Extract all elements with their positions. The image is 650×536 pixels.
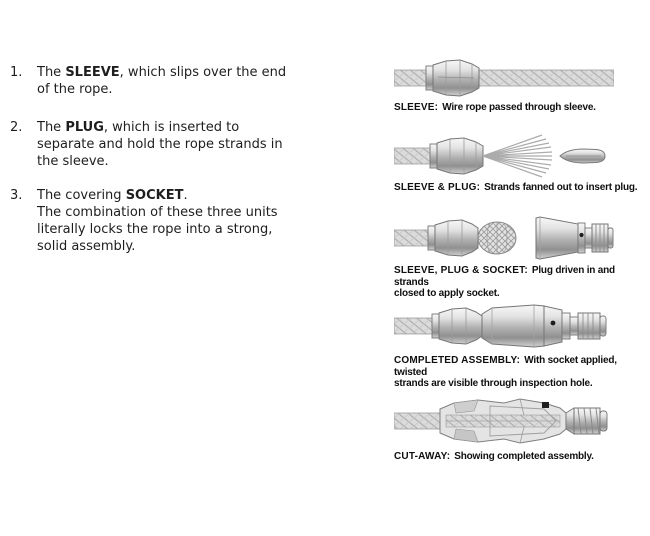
figure-caption-text: Strands fanned out to insert plug. (484, 182, 638, 193)
step-number: 3. (10, 188, 23, 203)
sleeve-plug-illustration (394, 133, 614, 179)
figure-caption (394, 102, 646, 114)
step-text-segment: , which is inserted to (103, 120, 240, 135)
step-item-3 (10, 187, 362, 255)
step-line: literally locks the rope into a strong, (37, 222, 273, 237)
figure-sleeve-plug-socket (394, 214, 646, 300)
step-text (37, 64, 286, 98)
step-text-segment: The (37, 120, 66, 135)
step-keyword: SOCKET (125, 188, 184, 203)
step-line: the sleeve. (37, 154, 109, 169)
sleeve-plug-socket-illustration (394, 214, 614, 262)
cutaway-body (440, 399, 566, 443)
step-keyword: SLEEVE (65, 65, 120, 80)
figure-caption-text: Wire rope passed through sleeve. (442, 102, 596, 113)
step-line: solid assembly. (37, 239, 136, 254)
figure-cut-away (394, 394, 646, 463)
step-text-segment: The covering (37, 188, 126, 203)
figure-caption-label: SLEEVE: (394, 102, 439, 113)
step-line (37, 119, 283, 136)
step-keyword: PLUG (65, 120, 104, 135)
step-number: 2. (10, 120, 23, 135)
figure-caption (394, 182, 646, 194)
figure-caption-text: Plug driven in and strands (394, 265, 615, 288)
step-line (37, 64, 286, 81)
step-text (37, 187, 278, 255)
completed-assembly-illustration (394, 300, 614, 352)
step-line: The combination of these three units (37, 205, 278, 220)
step-line: separate and hold the rope strands in (37, 137, 283, 152)
cut-away-illustration (394, 394, 614, 448)
figure-completed-assembly (394, 300, 646, 390)
socket-shape (536, 217, 613, 259)
step-item-2 (10, 119, 362, 170)
sleeve-illustration (394, 57, 614, 99)
step-item-1 (10, 64, 362, 98)
step-text-segment: The (37, 65, 66, 80)
figure-sleeve (394, 57, 646, 114)
figure-caption-label: SLEEVE, PLUG & SOCKET: (394, 265, 528, 276)
figure-caption-text-line2: strands are visible through inspection hole. (394, 378, 593, 389)
figure-caption-text-line2: closed to apply socket. (394, 288, 500, 299)
fanned-strands (483, 135, 552, 177)
step-text-segment: , which slips over the end (119, 65, 287, 80)
step-text (37, 119, 283, 170)
figure-caption (394, 451, 646, 463)
figure-caption (394, 355, 646, 390)
cutaway-threaded-end (566, 408, 607, 434)
figure-caption-label: COMPLETED ASSEMBLY: (394, 355, 521, 366)
step-line: of the rope. (37, 82, 113, 97)
figure-sleeve-plug (394, 133, 646, 194)
step-text-segment: . (183, 188, 188, 203)
socket-assembled (482, 305, 606, 347)
figure-caption-label: SLEEVE & PLUG: (394, 182, 481, 193)
figure-caption-text: With socket applied, twisted (394, 355, 617, 378)
figure-caption-label: CUT-AWAY: (394, 451, 451, 462)
figure-caption (394, 265, 646, 300)
figure-caption-text: Showing completed assembly. (454, 451, 594, 462)
step-number: 1. (10, 65, 23, 80)
step-line (37, 187, 278, 204)
